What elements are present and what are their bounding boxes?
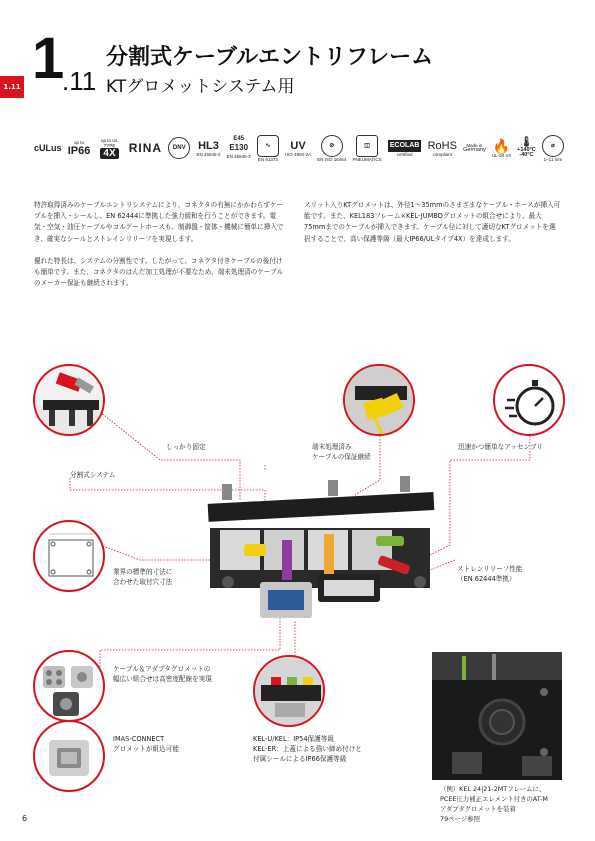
page-number: 6 [22, 814, 28, 823]
label-imas-1: IMAS-CONNECT [113, 735, 165, 743]
rina-icon: RINA [128, 141, 163, 155]
temperature-icon: 🌡 +140°C -40°C [517, 137, 536, 158]
preterminated-cable-circle [343, 364, 415, 436]
caption-line-3: アダプタグロメットを装着 [440, 805, 516, 813]
secure-fixing-circle [33, 364, 105, 436]
chapter-side-tab: 1.11 [0, 76, 24, 98]
label-mounting-2: 合わせた取付穴寸法 [113, 578, 173, 586]
intro-paragraph-1: 特許取得済みのケーブルエントリシステムにより、コネクタの有無にかかわらずケーブルを挿入・シールし、EN 62444に準拠した強力緩和を行うことができます。電気・空気・油圧ケーブルやコルゲートホースも、制御盤・筐体・機械に簡単に挿入でき、確実なシールとストレインリリーフを実現します。 [34, 201, 284, 243]
page-title: 分割式ケーブルエントリフレーム [106, 45, 434, 70]
ul94-v0-icon: 🔥 UL-94 V0 [491, 137, 511, 158]
grommet-combination-circle [33, 650, 105, 722]
imas-connect-circle [33, 720, 105, 792]
uv-icon: UV ISO 4892-2A [285, 139, 312, 157]
label-secure-fixing: しっかり固定 [166, 443, 206, 451]
label-imas-2: グロメットが組込可能 [113, 745, 179, 753]
label-mounting-1: 業界の標準的寸法に [113, 568, 173, 576]
page-subtitle: KTグロメットシステム用 [106, 77, 295, 97]
chapter-number: 1 [32, 26, 63, 91]
label-kel-2: KEL-ER：上蓋による強い締め付けと [253, 745, 362, 753]
intro-paragraph-3: スリット入りKTグロメットは、外径1～35mmのさまざまなケーブル・ホースが挿入可能です。また、KEL183フレーム×KEL-JUMBOグロメットの組合せにより、最大75mmまでのケーブルが挿入できます。ケーブル径に対して適切なKTグロメットを選択することで、高い保護等級（最大IP66/ULタイプ4X）を達成します。 [304, 201, 561, 243]
en61373-icon: ∿ EN 61373 [257, 130, 279, 166]
chapter-subnumber: .11 [62, 66, 97, 96]
label-combo-1: ケーブル＆アダプタグロメットの [113, 665, 211, 673]
cable-diameter-icon: ⌀ 1–11 mm [542, 130, 564, 166]
fast-assembly-circle [493, 364, 565, 436]
en-iso-16464-icon: ⊘ EN ISO 16464 [317, 130, 346, 166]
label-preterminated-1: 端末処理済み [312, 443, 352, 451]
ul-type-4x-icon: up to UL TYPE 4X [101, 137, 119, 159]
ip66-icon: up to IP66 [67, 139, 91, 157]
pneumatics-icon: ◫ PNEUMATICS [352, 130, 381, 166]
e45-e130-icon: E45 E130 EN 45545-3 [226, 136, 251, 159]
kel-cover-circle [253, 655, 325, 727]
label-strain-relief-1: ストレンリリーフ性能 [457, 565, 523, 573]
example-frame-photo [432, 652, 562, 780]
label-split-system: 分割式システム [70, 471, 116, 479]
caption-line-2: PCEE圧力補正エレメント付きのAT-M [440, 795, 548, 803]
mounting-dimensions-circle [33, 520, 105, 592]
label-kel-3: 付属シールによるIP66保護等級 [253, 755, 347, 763]
label-preterminated-2: ケーブルの保証継続 [312, 453, 371, 461]
rohs-icon: RoHS compliant [427, 139, 457, 157]
label-combo-2: 幅広い組合せは高密度配線を実現 [113, 675, 212, 683]
caption-line-1: （例）KEL 24|21-2MTフレームに、 [440, 785, 546, 793]
cable-entry-frame-illustration [200, 470, 435, 630]
example-photo-caption [440, 784, 565, 824]
label-strain-relief-2: （EN 62444準拠） [457, 575, 516, 583]
ecolab-icon: ECOLAB certified [389, 141, 420, 157]
intro-paragraph-2: 優れた特長は、システムの分割性です。したがって、コネクタ付きケーブルの後付けも簡単です。また、コネクタのはんだ加工処理が不要なため、端末処理済のケーブルのメーカー保証も継続されます。 [34, 256, 284, 288]
ul-icon: cULus [34, 143, 62, 153]
caption-line-4: 79ページ参照 [440, 815, 480, 823]
made-in-germany-icon: Made in Germany [463, 143, 486, 153]
hl3-icon: HL3 EN 45545-2 [196, 139, 221, 157]
label-fast-assembly: 迅速かつ簡単なアッセンブリ [458, 443, 543, 451]
example-frame-image [432, 652, 562, 780]
dnv-icon: DNV [168, 130, 190, 166]
label-kel-1: KEL-U/KEL：IP54保護等級 [253, 735, 334, 743]
